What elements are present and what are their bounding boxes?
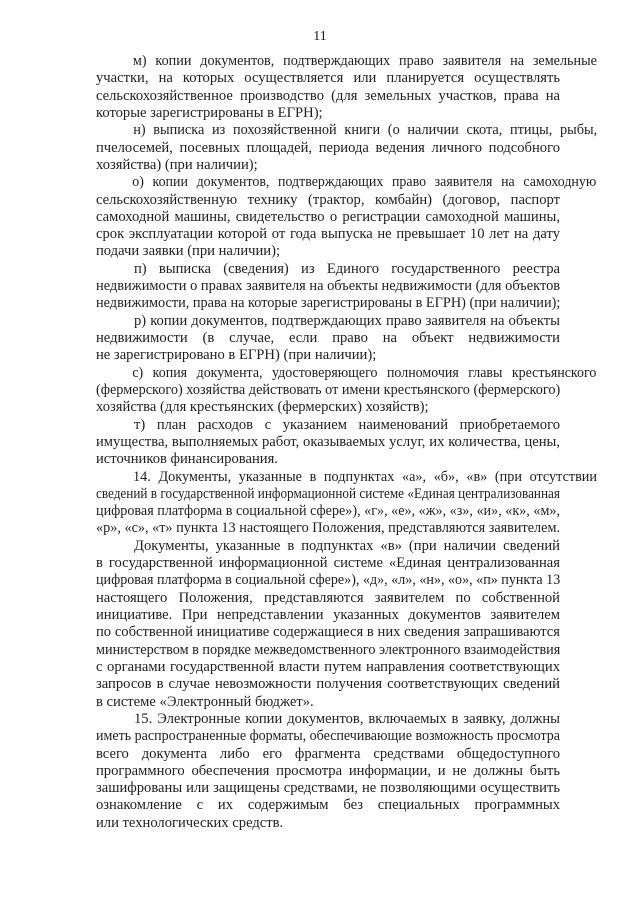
text-line: с) копия документа, удостоверяющего полномочия главы крестьянского <box>132 364 597 381</box>
paragraph <box>96 538 560 711</box>
text-line: в государственной информационной системе «Единая централизованная <box>96 555 560 572</box>
text-line: по собственной инициативе содержащиеся в них сведения запрашиваются <box>96 624 560 641</box>
text-line: сельскохозяйственное производство (для земельных участков, права на <box>96 87 560 104</box>
text-line: иметь распространенные форматы, обеспечивающие возможность просмотра <box>96 728 561 745</box>
text-line: недвижимости (в случае, если право на объект недвижимости <box>96 330 560 346</box>
text-line: недвижимости о правах заявителя на объекты недвижимости (для объектов <box>96 278 561 295</box>
text-line: настоящего Положения, представляются заявителем по собственной <box>96 589 560 606</box>
text-line: зашифрованы или защищены средствами, не позволяющими осуществить <box>96 780 560 797</box>
paragraph <box>96 313 560 365</box>
text-line: сведений в государственной информационной системе «Единая централизованная <box>96 485 560 502</box>
text-line: в системе «Электронный бюджет». <box>96 693 314 710</box>
paragraph <box>96 364 597 417</box>
text-line: министерством в порядке межведомственного электронного взаимодействия <box>96 641 561 658</box>
text-line: цифровая платформа в социальной сфере»), «д», «л», «н», «о», «п» пункта 13 <box>96 572 561 589</box>
text-line: запросов в случае невозможности получения соответствующих сведений <box>96 676 560 693</box>
text-line: источников финансирования. <box>96 451 278 468</box>
text-line: пчелосемей, посевных площадей, периода ведения личного подсобного <box>96 139 560 156</box>
text-line: п) выписка (сведения) из Единого государственного реестра <box>134 260 560 277</box>
text-line: участки, на которых осуществляется или планируется осуществлять <box>96 70 560 87</box>
text-line: 15. Электронные копии документов, включаемых в заявку, должны <box>134 710 560 727</box>
text-line: имущества, выполняемых работ, оказываемых услуг, их количества, цены, <box>96 433 560 450</box>
text-line: 14. Документы, указанные в подпунктах «а», «б», «в» (при отсутствии <box>133 468 598 485</box>
text-line: Документы, указанные в подпунктах «в» (при наличии сведений <box>134 537 560 554</box>
text-line: подачи заявки (при наличии); <box>96 243 281 260</box>
paragraph <box>96 417 560 469</box>
paragraph <box>96 53 597 122</box>
text-line: недвижимости, права на которые зарегистрированы в ЕГРН) (при наличии); <box>96 295 561 312</box>
paragraph <box>96 711 560 832</box>
text-line: срок эксплуатации которой от года выпуска не превышает 10 лет на дату <box>96 226 560 243</box>
text-line: «р», «с», «т» пункта 13 настоящего Положения, представляются заявителем. <box>96 520 561 537</box>
text-line: м) копии документов, подтверждающих право заявителя на земельные <box>132 53 597 69</box>
text-line: программного обеспечения просмотра информации, и не должны быть <box>96 762 560 779</box>
text-line: всего документа либо его фрагмента средствами общедоступного <box>96 745 560 762</box>
paragraph <box>96 174 597 261</box>
text-line: ознакомление с их содержимым без специальных программных <box>96 797 560 814</box>
page-number: 11 <box>313 29 327 44</box>
text-line: которые зарегистрированы в ЕГРН); <box>96 104 323 121</box>
paragraph <box>96 122 598 174</box>
text-line: хозяйства (для крестьянских (фермерских) хозяйств); <box>96 399 429 416</box>
text-line: самоходной машины, свидетельство о регистрации самоходной машины, <box>96 208 560 225</box>
text-line: хозяйства) (при наличии); <box>96 156 258 173</box>
text-line: с органами государственной власти путем направления соответствующих <box>96 658 560 675</box>
text-line: р) копии документов, подтверждающих право заявителя на объекты <box>134 312 560 329</box>
text-line: цифровая платформа в социальной сфере»), «г», «е», «ж», «з», «и», «к», «м», <box>96 503 560 520</box>
text-line: инициативе. При непредставлении указанных документов заявителем <box>96 607 560 623</box>
text-line: или технологических средств. <box>96 814 284 831</box>
paragraph <box>96 468 598 538</box>
text-line: не зарегистрировано в ЕГРН) (при наличии); <box>96 347 377 364</box>
text-line: (фермерского) хозяйства действовать от имени крестьянского (фермерского) <box>96 381 561 398</box>
paragraph <box>96 261 560 313</box>
document-body <box>96 53 598 832</box>
text-line: т) план расходов с указанием наименований приобретаемого <box>134 416 560 433</box>
text-line: сельскохозяйственную технику (трактор, комбайн) (договор, паспорт <box>96 191 560 208</box>
text-line: н) выписка из похозяйственной книги (о наличии скота, птицы, рыбы, <box>133 122 598 139</box>
text-line: о) копии документов, подтверждающих право заявителя на самоходную <box>132 174 597 191</box>
